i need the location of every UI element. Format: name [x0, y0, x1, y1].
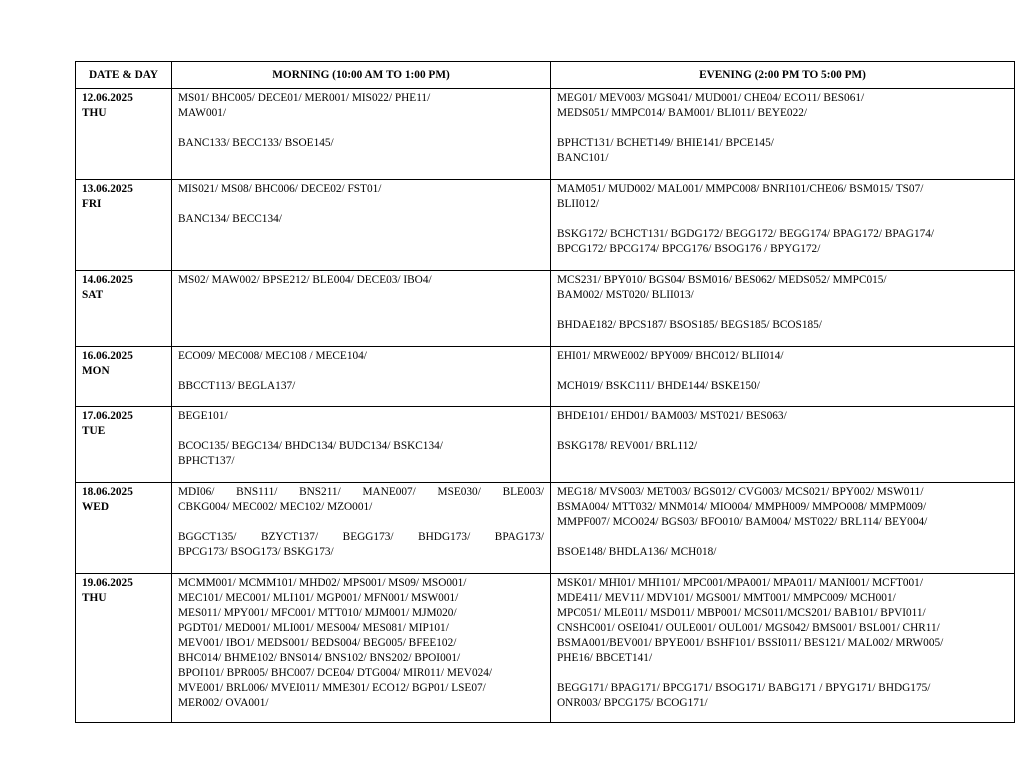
date-cell	[76, 347, 172, 407]
day: FRI	[82, 198, 102, 210]
paper-codes: BPCG173/ BSOG173/ BSKG173/	[178, 546, 334, 558]
date-cell	[76, 483, 172, 574]
morning-cell	[172, 180, 551, 271]
date: 14.06.2025	[82, 274, 133, 286]
day: THU	[82, 107, 107, 119]
paper-codes: BSKG172/ BCHCT131/ BGDG172/ BEGG172/ BEGG174/ BPAG172/ BPAG174/	[557, 228, 935, 240]
paper-codes: BSMA001/BEV001/ BPYE001/ BSHF101/ BSSI011/ BES121/ MAL002/ MRW005/	[557, 637, 944, 649]
table-row	[76, 180, 1015, 271]
paper-codes: BLII012/	[557, 198, 600, 210]
morning-cell	[172, 271, 551, 347]
paper-codes: CNSHC001/ OSEI041/ OULE001/ OUL001/ MGS042/ BMS001/ BSL001/ CHR11/	[557, 622, 940, 634]
table-row	[76, 271, 1015, 347]
day: WED	[82, 501, 109, 513]
paper-codes: BBCCT113/ BEGLA137/	[178, 380, 296, 392]
evening-cell	[551, 180, 1015, 271]
paper-codes: MEDS051/ MMPC014/ BAM001/ BLI011/ BEYE022/	[557, 107, 808, 119]
morning-cell	[172, 574, 551, 723]
table-header-row	[76, 62, 1015, 89]
table-row	[76, 89, 1015, 180]
date-cell	[76, 407, 172, 483]
paper-codes: ECO09/ MEC008/ MEC108 / MECE104/	[178, 350, 367, 362]
date: 16.06.2025	[82, 350, 133, 362]
paper-codes: MER002/ OVA001/	[178, 697, 269, 709]
evening-cell	[551, 89, 1015, 180]
paper-codes: BHDE101/ EHD01/ BAM003/ MST021/ BES063/	[557, 410, 787, 422]
paper-codes: MCS231/ BPY010/ BGS04/ BSM016/ BES062/ MEDS052/ MMPC015/	[557, 274, 887, 286]
paper-codes: MDE411/ MEV11/ MDV101/ MGS001/ MMT001/ MMPC009/ MCH001/	[557, 592, 896, 604]
date: 17.06.2025	[82, 410, 133, 422]
date: 13.06.2025	[82, 183, 133, 195]
paper-codes: BEGG171/ BPAG171/ BPCG171/ BSOG171/ BABG171 / BPYG171/ BHDG175/	[557, 682, 931, 694]
paper-codes: MIS021/ MS08/ BHC006/ DECE02/ FST01/	[178, 183, 382, 195]
date-cell	[76, 271, 172, 347]
morning-cell	[172, 407, 551, 483]
date-cell	[76, 180, 172, 271]
paper-codes: MDI06/ BNS111/ BNS211/ MANE007/ MSE030/ BLE003/	[178, 486, 544, 498]
day: TUE	[82, 425, 106, 437]
paper-codes: MMPF007/ MCO024/ BGS03/ BFO010/ BAM004/ MST022/ BRL114/ BEY004/	[557, 516, 928, 528]
paper-codes: MAM051/ MUD002/ MAL001/ MMPC008/ BNRI101/CHE06/ BSM015/ TS07/	[557, 183, 924, 195]
evening-cell	[551, 407, 1015, 483]
paper-codes: PHE16/ BBCET141/	[557, 652, 653, 664]
paper-codes: BGGCT135/ BZYCT137/ BEGG173/ BHDG173/ BPAG173/	[178, 531, 544, 543]
table-row	[76, 407, 1015, 483]
paper-codes: MPC051/ MLE011/ MSD011/ MBP001/ MCS011/MCS201/ BAB101/ BPVI011/	[557, 607, 926, 619]
evening-cell	[551, 483, 1015, 574]
paper-codes: BHC014/ BHME102/ BNS014/ BNS102/ BNS202/ BPOI001/	[178, 652, 461, 664]
table-row	[76, 574, 1015, 723]
date-cell	[76, 89, 172, 180]
paper-codes: BEGE101/	[178, 410, 228, 422]
paper-codes: EHI01/ MRWE002/ BPY009/ BHC012/ BLII014/	[557, 350, 784, 362]
paper-codes: BSKG178/ REV001/ BRL112/	[557, 440, 698, 452]
header-evening: EVENING (2:00 PM TO 5:00 PM)	[551, 62, 1015, 89]
paper-codes: MSK01/ MHI01/ MHI101/ MPC001/MPA001/ MPA011/ MANI001/ MCFT001/	[557, 577, 923, 589]
paper-codes: MEG01/ MEV003/ MGS041/ MUD001/ CHE04/ ECO11/ BES061/	[557, 92, 865, 104]
paper-codes: BPHCT131/ BCHET149/ BHIE141/ BPCE145/	[557, 137, 774, 149]
morning-cell	[172, 347, 551, 407]
exam-schedule-table	[75, 61, 1015, 723]
day: MON	[82, 365, 110, 377]
paper-codes: BANC134/ BECC134/	[178, 213, 282, 225]
header-date-day: DATE & DAY	[76, 62, 172, 89]
paper-codes: CBKG004/ MEC002/ MEC102/ MZO001/	[178, 501, 373, 513]
paper-codes: BCOC135/ BEGC134/ BHDC134/ BUDC134/ BSKC134/	[178, 440, 443, 452]
table-row	[76, 347, 1015, 407]
paper-codes: MAW001/	[178, 107, 227, 119]
paper-codes: MCH019/ BSKC111/ BHDE144/ BSKE150/	[557, 380, 760, 392]
day: SAT	[82, 289, 104, 301]
day: THU	[82, 592, 107, 604]
paper-codes: MVE001/ BRL006/ MVEI011/ MME301/ ECO12/ BGP01/ LSE07/	[178, 682, 486, 694]
date: 18.06.2025	[82, 486, 133, 498]
paper-codes: MCMM001/ MCMM101/ MHD02/ MPS001/ MS09/ MSO001/	[178, 577, 467, 589]
paper-codes: BPOI101/ BPR005/ BHC007/ DCE04/ DTG004/ MIR011/ MEV024/	[178, 667, 493, 679]
header-morning: MORNING (10:00 AM TO 1:00 PM)	[172, 62, 551, 89]
paper-codes: MEV001/ IBO1/ MEDS001/ BEDS004/ BEG005/ BFEE102/	[178, 637, 457, 649]
paper-codes: BSMA004/ MTT032/ MNM014/ MIO004/ MMPH009/ MMPO008/ MMPM009/	[557, 501, 927, 513]
evening-cell	[551, 271, 1015, 347]
paper-codes: MS01/ BHC005/ DECE01/ MER001/ MIS022/ PHE11/	[178, 92, 431, 104]
exam-schedule	[75, 61, 1015, 723]
paper-codes: BPCG172/ BPCG174/ BPCG176/ BSOG176 / BPYG172/	[557, 243, 821, 255]
paper-codes: MES011/ MPY001/ MFC001/ MTT010/ MJM001/ MJM020/	[178, 607, 457, 619]
paper-codes: BANC133/ BECC133/ BSOE145/	[178, 137, 334, 149]
paper-codes: BANC101/	[557, 152, 609, 164]
paper-codes: ONR003/ BPCG175/ BCOG171/	[557, 697, 708, 709]
paper-codes: MEC101/ MEC001/ MLI101/ MGP001/ MFN001/ MSW001/	[178, 592, 459, 604]
paper-codes: BSOE148/ BHDLA136/ MCH018/	[557, 546, 717, 558]
morning-cell	[172, 89, 551, 180]
date: 12.06.2025	[82, 92, 133, 104]
paper-codes: BPHCT137/	[178, 455, 235, 467]
date: 19.06.2025	[82, 577, 133, 589]
table-row	[76, 483, 1015, 574]
paper-codes: MEG18/ MVS003/ MET003/ BGS012/ CVG003/ MCS021/ BPY002/ MSW011/	[557, 486, 924, 498]
evening-cell	[551, 574, 1015, 723]
paper-codes: MS02/ MAW002/ BPSE212/ BLE004/ DECE03/ IBO4/	[178, 274, 432, 286]
paper-codes: BHDAE182/ BPCS187/ BSOS185/ BEGS185/ BCOS185/	[557, 319, 822, 331]
morning-cell	[172, 483, 551, 574]
evening-cell	[551, 347, 1015, 407]
paper-codes: BAM002/ MST020/ BLII013/	[557, 289, 694, 301]
date-cell	[76, 574, 172, 723]
paper-codes: PGDT01/ MED001/ MLI001/ MES004/ MES081/ MIP101/	[178, 622, 449, 634]
